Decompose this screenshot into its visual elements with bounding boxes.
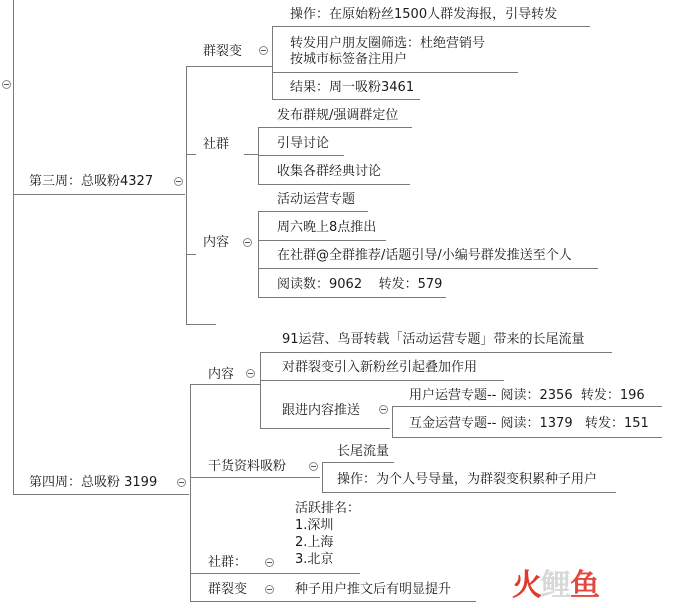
week3-content-item-4-line <box>258 297 446 298</box>
week3-content-item-3: 在社群@全群推荐/话题引导/小编号群发推送至个人 <box>277 248 572 263</box>
week4-drygoods-label[interactable]: 干货资料吸粉 <box>208 459 287 474</box>
week3-fission-item-1-line <box>272 26 590 27</box>
watermark-char-2: 鲤 <box>541 568 570 603</box>
week3-fission-label[interactable]: 群裂变 <box>203 44 243 59</box>
week3-community-connector <box>244 154 258 155</box>
week4-push-item-2-line <box>392 437 662 438</box>
week4-push-collapse-icon[interactable] <box>379 405 388 414</box>
week4-push-item-1-line <box>392 406 662 407</box>
week4-push-bracket <box>392 406 393 437</box>
week3-content-bracket <box>258 211 259 298</box>
week4-content-bracket <box>260 352 261 428</box>
week4-ranking-3: 3.北京 <box>295 552 334 567</box>
week3-fission-item-1: 操作：在原始粉丝1500人群发海报，引导转发 <box>290 7 558 22</box>
week4-ranking-2: 2.上海 <box>295 535 334 550</box>
week3-bracket-bottom <box>186 324 216 325</box>
week3-community-item-1: 发布群规/强调群定位 <box>277 108 399 123</box>
week3-fission-collapse-icon[interactable] <box>259 46 268 55</box>
week3-content-item-4: 阅读数：9062 转发：579 <box>277 277 443 292</box>
week3-content-collapse-icon[interactable] <box>243 238 252 247</box>
week4-content-item-1-line <box>260 352 612 353</box>
week4-community-stub <box>190 573 200 574</box>
week4-ranking-1: 1.深圳 <box>295 518 334 533</box>
connector-week4 <box>13 494 25 495</box>
root-spine <box>13 0 14 494</box>
week4-content-item-2: 对群裂变引入新粉丝引起叠加作用 <box>282 360 478 375</box>
week3-community-item-3: 收集各群经典讨论 <box>277 164 382 179</box>
week4-bracket <box>190 384 191 602</box>
week3-content-item-2: 周六晚上8点推出 <box>277 220 377 235</box>
week4-drygoods-item-1: 长尾流量 <box>337 444 390 459</box>
week3-community-item-2: 引导讨论 <box>277 136 330 151</box>
week3-content-stub <box>186 254 196 255</box>
week4-drygoods-underline <box>200 477 320 478</box>
week3-fission-underline <box>196 66 272 67</box>
week4-collapse-icon[interactable] <box>177 478 186 487</box>
week3-community-item-3-line <box>258 184 410 185</box>
week4-community-collapse-icon[interactable] <box>265 558 274 567</box>
week3-community-label[interactable]: 社群 <box>203 137 230 152</box>
week3-fission-item-3: 按城市标签备注用户 <box>290 52 408 67</box>
week4-drygoods-collapse-icon[interactable] <box>309 462 318 471</box>
week4-fission-item-1: 种子用户推文后有明显提升 <box>295 582 452 597</box>
week3-collapse-icon[interactable] <box>174 177 183 186</box>
connector-week3 <box>13 194 25 195</box>
week3-content-item-2-line <box>258 240 386 241</box>
week4-drygoods-item-2: 操作：为个人号导量，为群裂变积累种子用户 <box>337 472 598 487</box>
week4-node[interactable]: 第四周：总吸粉 3199 <box>29 475 158 490</box>
week4-bracket-top <box>190 384 200 385</box>
week4-fission-stub <box>190 601 200 602</box>
week4-community-label[interactable]: 社群： <box>208 555 248 570</box>
week4-content-collapse-icon[interactable] <box>246 369 255 378</box>
week4-content-item-2-line <box>260 380 504 381</box>
week4-fission-collapse-icon[interactable] <box>265 585 274 594</box>
week3-community-item-2-line <box>258 155 344 156</box>
week4-push-label[interactable]: 跟进内容推送 <box>282 403 361 418</box>
week4-drygoods-item-1-line <box>322 462 394 463</box>
week4-content-item-1: 91运营、鸟哥转载「活动运营专题」带来的长尾流量 <box>282 332 585 347</box>
watermark-char-1: 火 <box>512 568 541 603</box>
week4-content-label[interactable]: 内容 <box>208 367 235 382</box>
week4-push-item-2: 互金运营专题-- 阅读：1379 转发：151 <box>409 416 649 431</box>
week4-underline <box>25 494 189 495</box>
week4-ranking-title: 活跃排名： <box>295 501 361 516</box>
week4-drygoods-item-2-line <box>322 492 616 493</box>
week4-content-underline <box>200 384 260 385</box>
week3-fission-item-2-line <box>272 72 518 73</box>
week3-node[interactable]: 第三周：总吸粉4327 <box>29 174 154 189</box>
week3-content-item-3-line <box>258 268 598 269</box>
week4-drygoods-stub <box>190 477 200 478</box>
watermark-char-3: 鱼 <box>570 568 599 603</box>
week3-community-item-1-line <box>258 127 412 128</box>
week3-underline <box>25 194 185 195</box>
watermark-logo <box>512 560 599 604</box>
week3-fission-item-2: 转发用户朋友圈筛选：杜绝营销号 <box>290 36 486 51</box>
week4-ranking-line <box>280 573 360 574</box>
week3-content-item-1: 活动运营专题 <box>277 192 356 207</box>
week4-fission-label[interactable]: 群裂变 <box>208 582 248 597</box>
week3-content-label[interactable]: 内容 <box>203 235 230 250</box>
week3-content-item-1-line <box>258 211 368 212</box>
week4-push-underline <box>260 428 390 429</box>
week3-bracket-top <box>186 66 196 67</box>
week3-bracket <box>186 66 187 324</box>
root-collapse-icon[interactable] <box>2 80 11 89</box>
week4-push-item-1: 用户运营专题-- 阅读：2356 转发：196 <box>409 388 645 403</box>
week3-community-stub <box>186 154 196 155</box>
week3-fission-item-4: 结果：周一吸粉3461 <box>290 80 415 95</box>
week3-fission-item-4-line <box>272 99 420 100</box>
week4-drygoods-bracket <box>322 462 323 492</box>
week4-fission-item-1-line <box>280 601 476 602</box>
week4-fission-underline <box>200 601 280 602</box>
week4-community-underline <box>200 573 280 574</box>
week3-fission-bracket <box>272 26 273 99</box>
